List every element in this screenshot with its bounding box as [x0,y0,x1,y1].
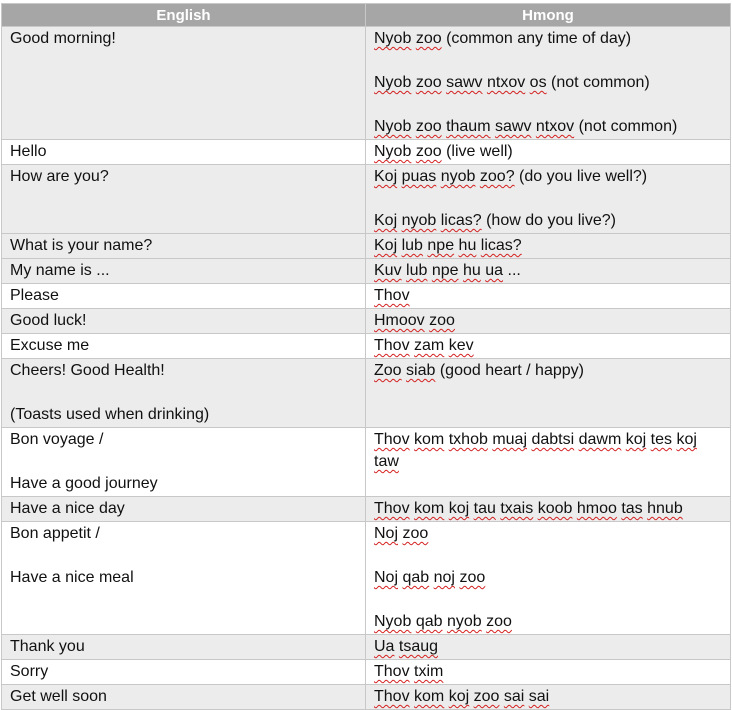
hmong-text: Thov kom koj zoo sai sai [374,688,550,705]
table-row [2,635,731,660]
hmong-cell [366,522,731,635]
english-text: Have a nice meal [10,569,134,586]
english-text: Get well soon [10,688,107,705]
english-text: Hello [10,143,47,160]
hmong-cell [366,428,731,497]
table-row [2,359,731,428]
hmong-text: Koj puas nyob zoo? (do you live well?) [374,168,648,185]
hmong-cell [366,359,731,428]
hmong-cell [366,259,731,284]
line-gap [374,545,722,567]
hmong-cell [366,334,731,359]
table-row [2,660,731,685]
english-text: What is your name? [10,237,153,254]
table-row [2,685,731,710]
english-text: (Toasts used when drinking) [10,406,210,423]
english-text: Have a nice day [10,500,125,517]
hmong-text: Noj zoo [374,525,429,542]
table-row [2,334,731,359]
hmong-cell [366,497,731,522]
english-cell [2,522,366,635]
table-row [2,497,731,522]
hmong-text: Kuv lub npe hu ua ... [374,262,521,279]
table-row [2,27,731,140]
english-cell [2,284,366,309]
english-cell [2,165,366,234]
hmong-text: Nyob qab nyob zoo [374,613,512,630]
english-text: Thank you [10,638,85,655]
english-cell [2,309,366,334]
hmong-text: Nyob zoo sawv ntxov os (not common) [374,74,650,91]
hmong-text: Koj lub npe hu licas? [374,237,522,254]
table-row [2,165,731,234]
hmong-text: Noj qab noj zoo [374,569,486,586]
hmong-cell [366,660,731,685]
table-row [2,140,731,165]
english-cell [2,140,366,165]
table-row [2,259,731,284]
english-cell [2,259,366,284]
hmong-cell [366,27,731,140]
hmong-text: Ua tsaug [374,638,439,655]
hmong-text: Nyob zoo thaum sawv ntxov (not common) [374,118,678,135]
hmong-text: Hmoov zoo [374,312,455,329]
english-text: Sorry [10,663,49,680]
table-row [2,309,731,334]
hmong-cell [366,309,731,334]
hmong-cell [366,284,731,309]
english-cell [2,334,366,359]
english-cell [2,685,366,710]
hmong-cell [366,685,731,710]
english-text: My name is ... [10,262,110,279]
hmong-text: Thov txim [374,663,444,680]
english-text: Excuse me [10,337,90,354]
hmong-text: Thov kom koj tau txais koob hmoo tas hnub [374,500,683,517]
english-cell [2,234,366,259]
english-text: Bon appetit / [10,525,100,542]
line-gap [374,94,722,116]
table-row [2,428,731,497]
line-gap [374,188,722,210]
hmong-text: Thov zam kev [374,337,474,354]
header-row [2,4,731,27]
hmong-text: Koj nyob licas? (how do you live?) [374,212,616,229]
hmong-cell [366,140,731,165]
hmong-text: Thov [374,287,410,304]
column-header-hmong: Hmong [366,4,731,27]
english-cell [2,497,366,522]
phrase-table [1,3,731,710]
english-cell [2,27,366,140]
hmong-cell [366,165,731,234]
table-row [2,522,731,635]
english-cell [2,428,366,497]
english-text: Good luck! [10,312,87,329]
english-text: Have a good journey [10,475,158,492]
hmong-text: Nyob zoo (live well) [374,143,513,160]
hmong-text: Thov kom txhob muaj dabtsi dawm koj tes koj taw [374,431,697,470]
english-text: Cheers! Good Health! [10,362,165,379]
english-text: How are you? [10,168,109,185]
table-row [2,284,731,309]
english-text: Please [10,287,59,304]
english-cell [2,660,366,685]
english-cell [2,359,366,428]
hmong-cell [366,635,731,660]
hmong-text: Zoo siab (good heart / happy) [374,362,584,379]
line-gap [10,451,357,473]
english-text: Good morning! [10,30,116,47]
english-text: Bon voyage / [10,431,104,448]
line-gap [374,50,722,72]
hmong-cell [366,234,731,259]
line-gap [374,589,722,611]
table-row [2,234,731,259]
line-gap [10,545,357,567]
column-header-english: English [2,4,366,27]
hmong-text: Nyob zoo (common any time of day) [374,30,632,47]
line-gap [10,382,357,404]
english-cell [2,635,366,660]
